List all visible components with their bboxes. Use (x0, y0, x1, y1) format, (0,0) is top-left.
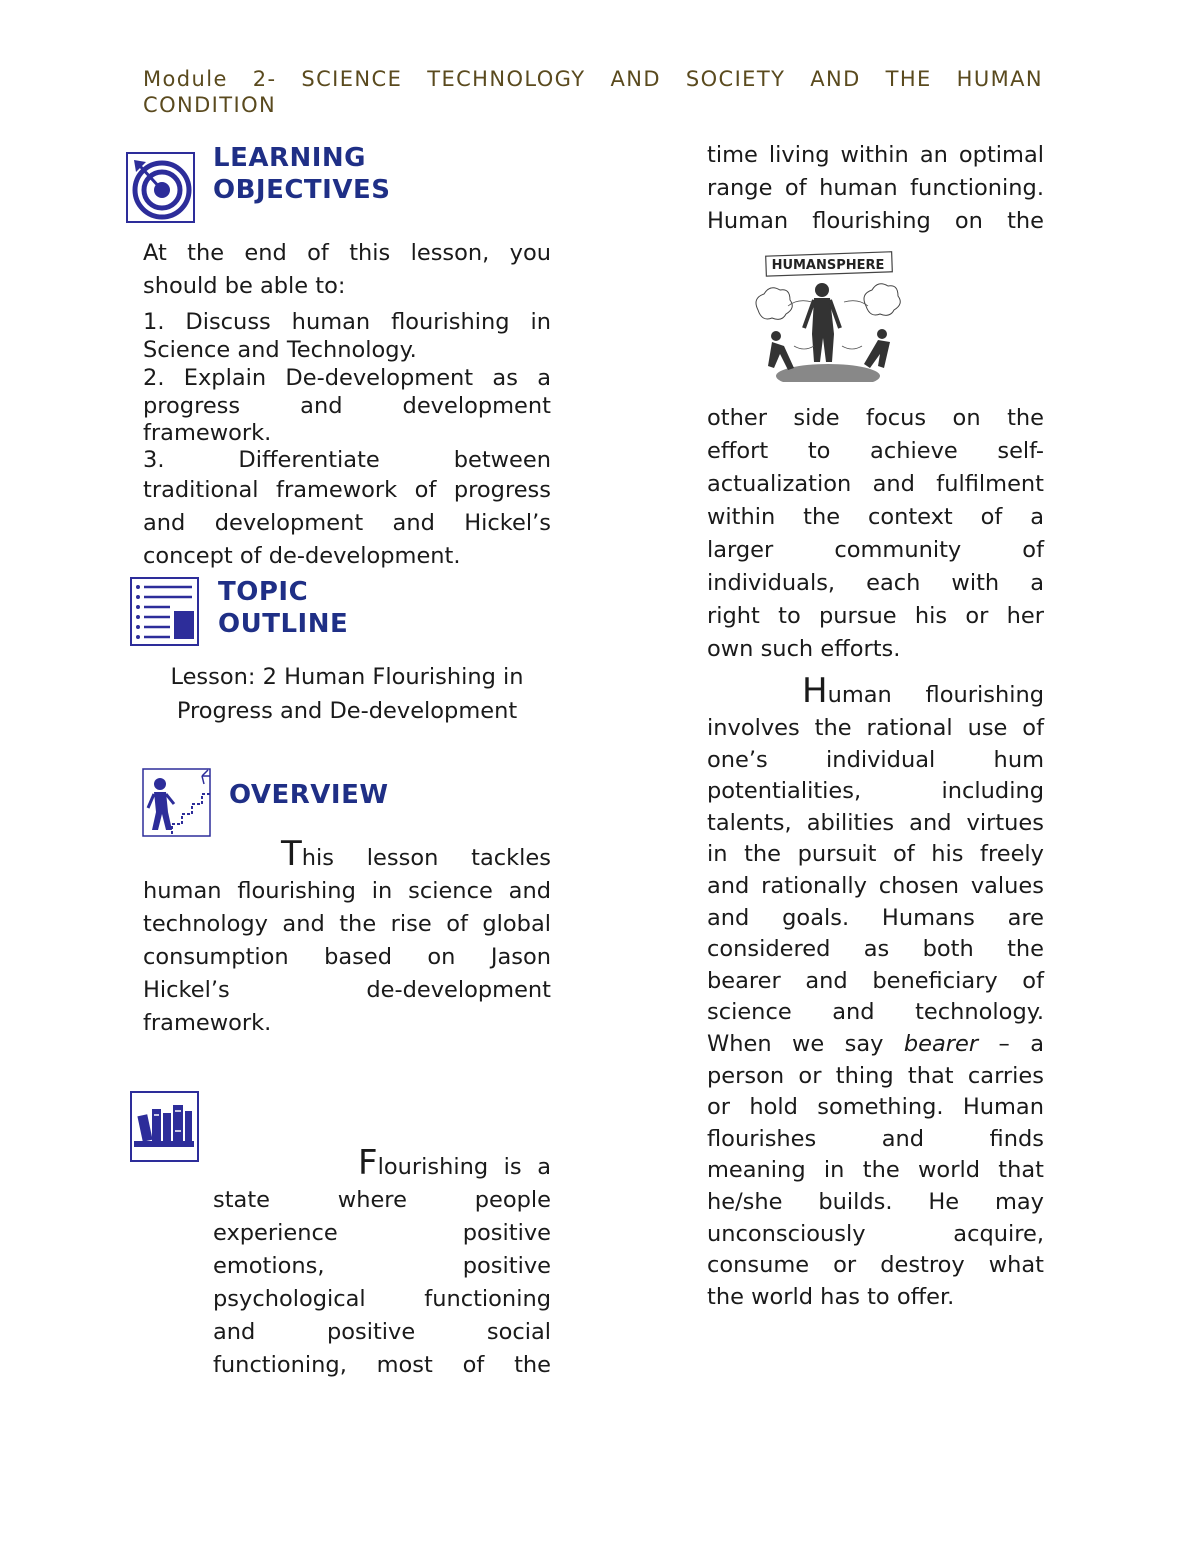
learning-objectives-body: At the end of this lesson, you should be able to: 1. Discuss human flourishing in Science and Technology. 2. Explain De-development as a progress and development framework. 3. Differentiate between traditional framework of progress and development and Hickel’s concept of de-development. (143, 240, 551, 569)
module-header: Module 2- SCIENCE TECHNOLOGY AND SOCIETY AND THE HUMAN (143, 67, 1043, 91)
flourishing-paragraph: Flourishing is a state where people experience positive emotions, positive psychological functioning and positive social functioning, most of the (213, 1143, 551, 1378)
topic-outline-heading: TOPIC OUTLINE (218, 577, 349, 639)
list-icon (130, 577, 200, 647)
overview-paragraph: This lesson tackles human flourishing in science and technology and the rise of global consumption based on Jason Hickel’s de-development framework. (143, 834, 551, 1036)
right-column-continued: other side focus on the effort to achieve self- actualization and fulfilment within the context of a larger community of individuals, each with a right to pursue his or her own such efforts. (707, 405, 1044, 662)
books-icon (130, 1091, 200, 1163)
stairs-icon (142, 768, 212, 838)
right-column-top: time living within an optimal range of human functioning. Human flourishing on the (707, 142, 1044, 234)
humansphere-illustration (748, 250, 908, 386)
topic-outline-lesson: Lesson: 2 Human Flourishing in Progress and De-development (170, 664, 524, 724)
learning-objectives-heading: LEARNING OBJECTIVES (213, 143, 391, 205)
human-flourishing-paragraph: Human flourishing involves the rational use of one’s individual hum potentialities, including talents, abilities and virtues in the pursuit of his freely and rationally chosen values and goals. Humans are considered as both the bearer and beneficiary of science and technology. When we say bearer – a person or thing that carries or hold something. Human flourishes and finds meaning in the world that he/she builds. He may unconsciously acquire, consume or destroy what the world has to offer. (707, 671, 1044, 1310)
module-header-continued: CONDITION (143, 93, 277, 117)
svg-text:HUMANSPHERE: HUMANSPHERE (771, 258, 885, 273)
target-icon (126, 152, 196, 224)
overview-heading: OVERVIEW (229, 780, 389, 810)
